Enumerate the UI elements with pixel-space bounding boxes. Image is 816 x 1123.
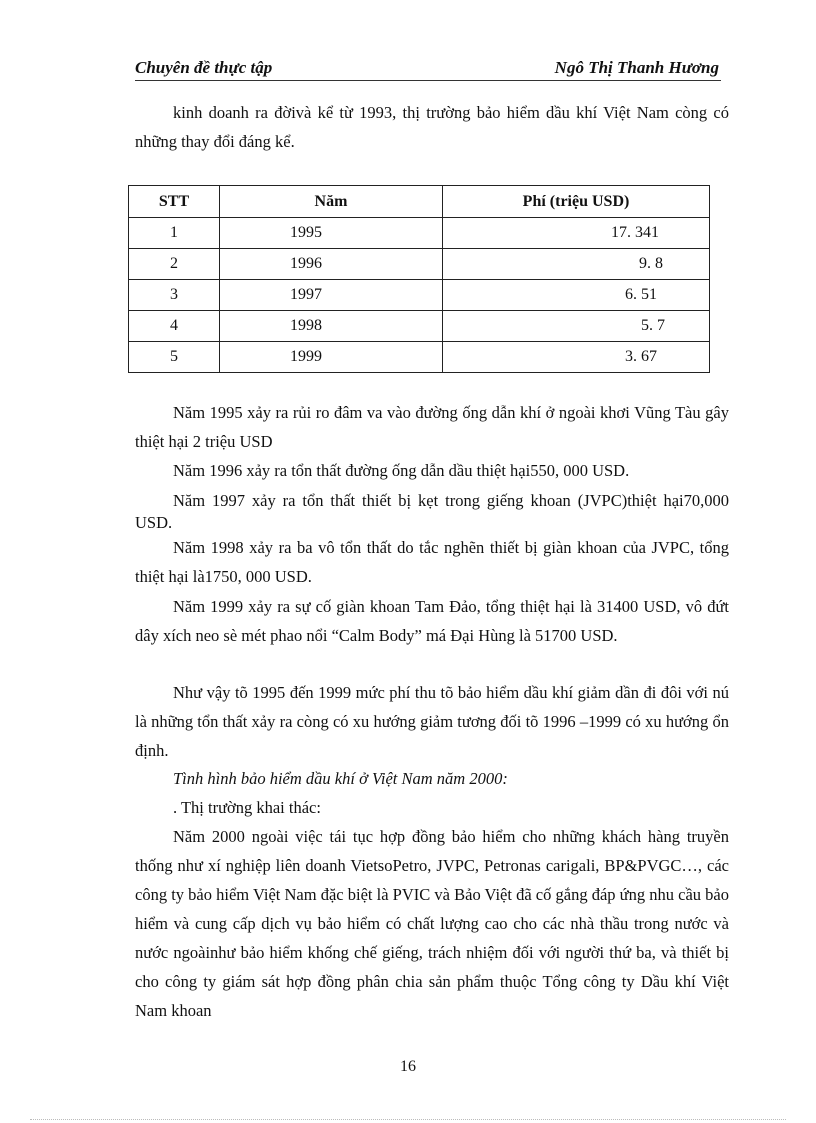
col-header-premium: Phí (triệu USD): [443, 186, 710, 218]
table-row: [129, 218, 710, 249]
intro-paragraph: kinh doanh ra đờivà kể từ 1993, thị trường bảo hiểm dầu khí Việt Nam còng có những thay đổi đáng kể.: [135, 103, 729, 151]
cell-stt: 3: [129, 280, 220, 311]
table-row: [129, 342, 710, 373]
cell-year: 1996: [220, 249, 443, 280]
cell-year: 1995: [220, 218, 443, 249]
bottom-rule: [30, 1119, 786, 1120]
cell-stt: 4: [129, 311, 220, 342]
paragraph-1995: Năm 1995 xảy ra rủi ro đâm va vào đường ống dẫn khí ở ngoài khơi Vũng Tàu gây thiệt hại 2 triệu USD: [135, 403, 729, 451]
cell-stt: 2: [129, 249, 220, 280]
cell-stt: 5: [129, 342, 220, 373]
page-header: [135, 58, 721, 81]
cell-year: 1998: [220, 311, 443, 342]
premium-table: [128, 185, 710, 373]
paragraph-summary: Như vậy tõ 1995 đến 1999 mức phí thu tõ bảo hiểm dầu khí giảm dần đi đôi với nú là những tổn thất xảy ra còng có xu hướng giảm tương đối tõ 1996 –1999 có xu hướng ổn định.: [135, 683, 729, 760]
cell-stt: 1: [129, 218, 220, 249]
table-row: [129, 311, 710, 342]
paragraph-2000: Năm 2000 ngoài việc tái tục hợp đồng bảo hiểm cho những khách hàng truyền thống như xí nghiệp liên doanh VietsoPetro, JVPC, Petronas carigali, BP&PVGC…, các công ty bảo hiểm Việt Nam đặc biệt là PVIC và Bảo Việt đã cố gắng đáp ứng nhu cầu bảo hiểm và cung cấp dịch vụ bảo hiểm có chất lượng cao cho các nhà thầu trong nước và nước ngoàinhư bảo hiểm khống chế giếng, trách nhiệm đối với người thứ ba, và thiết bị cho công ty giám sát hợp đồng phân chia sản phẩm thuộc Tổng công ty Dầu khí Việt Nam khoan: [135, 827, 729, 1020]
cell-year: 1999: [220, 342, 443, 373]
paragraph-1997: Năm 1997 xảy ra tổn thất thiết bị kẹt trong giếng khoan (JVPC)thiệt hại70,000 USD.: [135, 491, 729, 532]
paragraph-1998: Năm 1998 xảy ra ba vô tổn thất do tắc nghẽn thiết bị giàn khoan của JVPC, tổng thiệt hại là1750, 000 USD.: [135, 538, 729, 586]
cell-premium: 9. 8: [443, 249, 710, 280]
page-number: 16: [400, 1058, 416, 1075]
section-title: Tình hình bảo hiểm dầu khí ở Việt Nam năm 2000:: [173, 769, 508, 788]
cell-year: 1997: [220, 280, 443, 311]
cell-premium: 5. 7: [443, 311, 710, 342]
cell-premium: 6. 51: [443, 280, 710, 311]
cell-premium: 17. 341: [443, 218, 710, 249]
paragraph-1999: Năm 1999 xảy ra sự cố giàn khoan Tam Đảo, tổng thiệt hại là 31400 USD, vô đứt dây xích neo sè mét phao nổi “Calm Body” má Đại Hùng là 51700 USD.: [135, 597, 729, 645]
subsection-title: . Thị trường khai thác:: [173, 798, 321, 817]
cell-premium: 3. 67: [443, 342, 710, 373]
table-row: [129, 280, 710, 311]
paragraph-1996: Năm 1996 xảy ra tổn thất đường ống dẫn dầu thiệt hại550, 000 USD.: [173, 461, 630, 480]
table-header-row: [129, 186, 710, 218]
table-row: [129, 249, 710, 280]
header-title: Chuyên đề thực tập: [135, 58, 273, 77]
col-header-stt: STT: [129, 186, 220, 218]
col-header-year: Năm: [220, 186, 443, 218]
header-author: Ngô Thị Thanh Hương: [554, 58, 719, 77]
